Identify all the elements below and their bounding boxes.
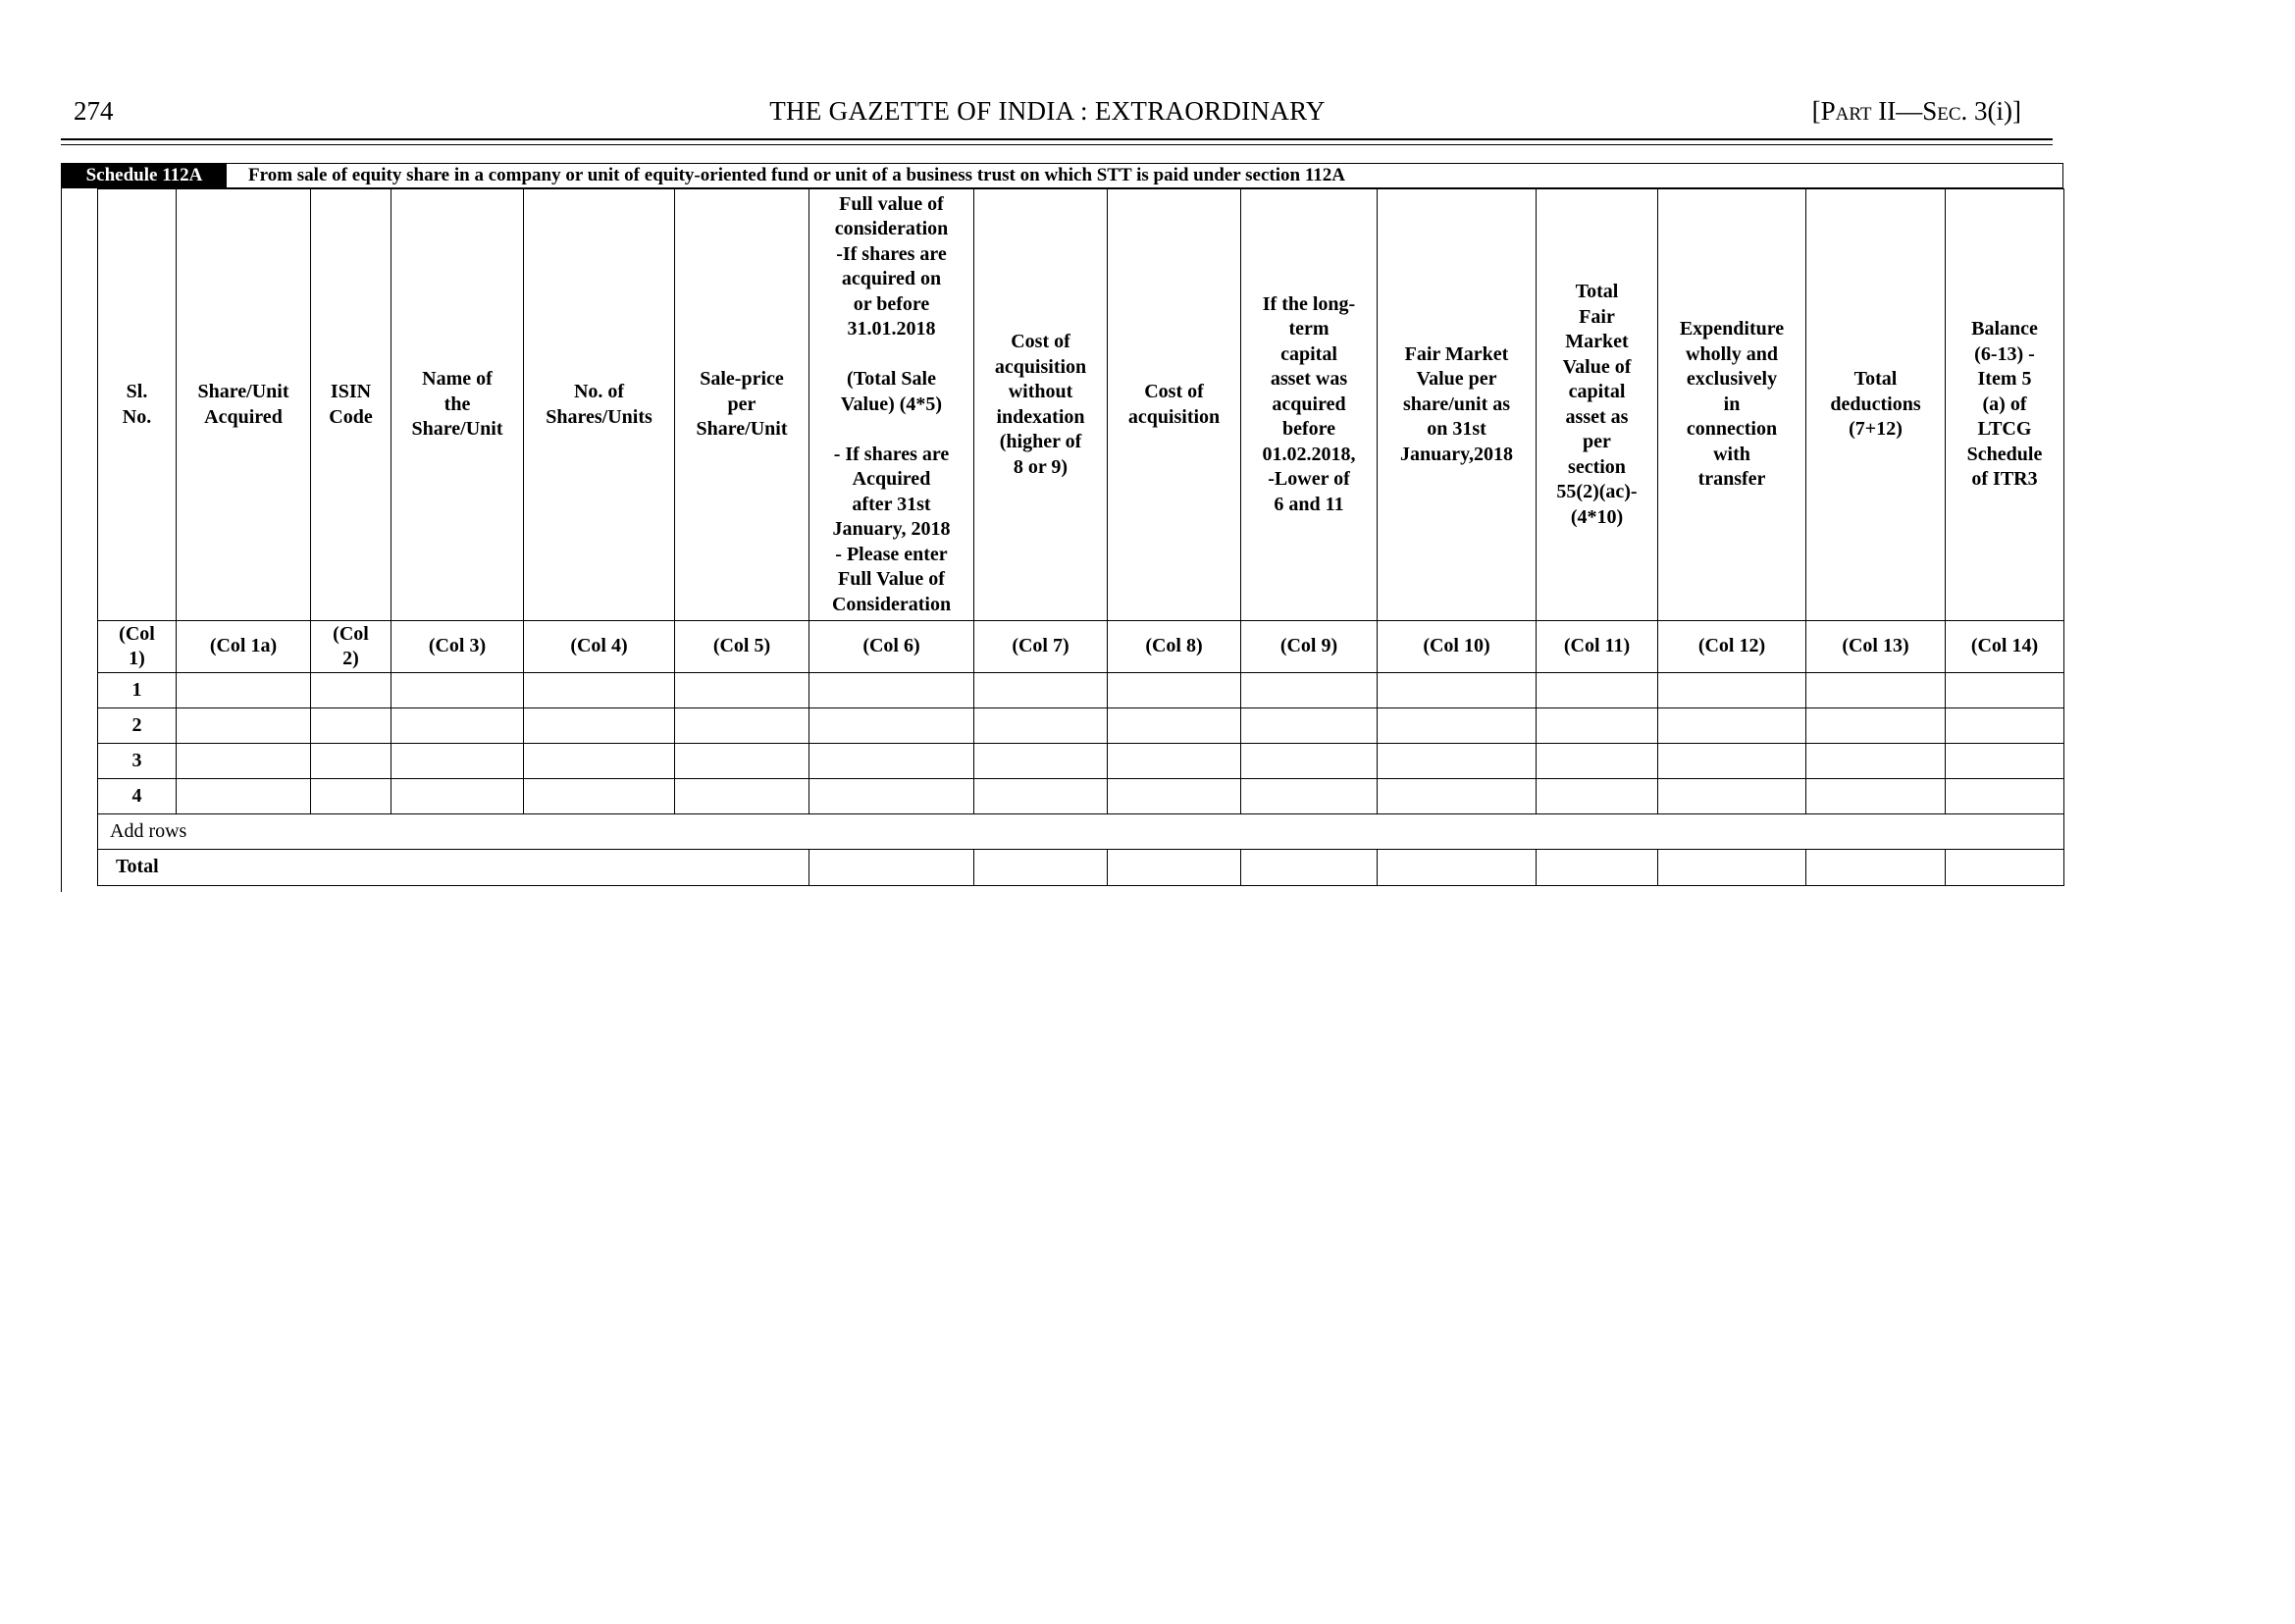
entry-cell[interactable]: [524, 779, 675, 814]
column-header: Total deductions (7+12): [1806, 189, 1946, 621]
entry-cell[interactable]: [391, 779, 524, 814]
column-code: (Col 13): [1806, 621, 1946, 673]
data-rows: [98, 673, 2064, 814]
sl-no-cell: 2: [98, 708, 177, 744]
entry-cell[interactable]: [1241, 708, 1378, 744]
column-code: (Col 12): [1658, 621, 1806, 673]
sl-no-cell: 3: [98, 744, 177, 779]
total-row: [98, 850, 2064, 886]
entry-cell[interactable]: [974, 779, 1108, 814]
part-suffix: 3(i)]: [1967, 96, 2021, 126]
total-cell[interactable]: [1658, 850, 1806, 886]
gazette-title: THE GAZETTE OF INDIA : EXTRAORDINARY: [769, 96, 1326, 126]
entry-cell[interactable]: [1108, 744, 1241, 779]
entry-cell[interactable]: [311, 779, 391, 814]
entry-cell[interactable]: [391, 708, 524, 744]
entry-cell[interactable]: [675, 744, 809, 779]
entry-cell[interactable]: [1658, 779, 1806, 814]
entry-cell[interactable]: [391, 673, 524, 708]
entry-cell[interactable]: [524, 673, 675, 708]
entry-cell[interactable]: [809, 708, 974, 744]
entry-cell[interactable]: [311, 744, 391, 779]
schedule-table: [97, 188, 2064, 886]
entry-cell[interactable]: [1806, 708, 1946, 744]
entry-cell[interactable]: [809, 744, 974, 779]
schedule-title-bar: [62, 163, 2063, 188]
total-label: Total: [98, 850, 809, 886]
column-header: Full value of consideration -If shares are acquired on or before 31.01.2018 (Total Sale Value) (4*5) - If shares are Acquired after 31st January, 2018 - Please enter Full Value of Consideration: [809, 189, 974, 621]
total-cell[interactable]: [1806, 850, 1946, 886]
total-cell[interactable]: [809, 850, 974, 886]
total-cell[interactable]: [974, 850, 1108, 886]
page-number: 274: [74, 96, 114, 126]
column-header: Sale-price per Share/Unit: [675, 189, 809, 621]
column-header: Expenditure wholly and exclusively in connection with transfer: [1658, 189, 1806, 621]
column-header: ISIN Code: [311, 189, 391, 621]
entry-cell[interactable]: [1108, 673, 1241, 708]
part-section: [1812, 96, 2021, 127]
column-code: (Col 7): [974, 621, 1108, 673]
entry-cell[interactable]: [809, 673, 974, 708]
part-prefix: Part II—Sec.: [1820, 96, 1968, 126]
entry-cell[interactable]: [1946, 779, 2064, 814]
sl-no-cell: 1: [98, 673, 177, 708]
table-row: [98, 744, 2064, 779]
column-code: (Col 8): [1108, 621, 1241, 673]
column-header: Balance (6-13) - Item 5 (a) of LTCG Schedule of ITR3: [1946, 189, 2064, 621]
entry-cell[interactable]: [675, 779, 809, 814]
entry-cell[interactable]: [675, 673, 809, 708]
sl-no-cell: 4: [98, 779, 177, 814]
schedule-description: From sale of equity share in a company or unit of equity-oriented fund or unit of a business trust on which STT is paid under section 112A: [248, 165, 1345, 185]
entry-cell[interactable]: [1537, 779, 1658, 814]
column-header: Share/Unit Acquired: [177, 189, 311, 621]
entry-cell[interactable]: [391, 744, 524, 779]
entry-cell[interactable]: [1378, 708, 1537, 744]
column-code: (Col 9): [1241, 621, 1378, 673]
table-row: [98, 673, 2064, 708]
column-code: (Col 14): [1946, 621, 2064, 673]
entry-cell[interactable]: [974, 673, 1108, 708]
entry-cell[interactable]: [1108, 779, 1241, 814]
entry-cell[interactable]: [177, 744, 311, 779]
header-rule-thick: [61, 138, 2053, 140]
entry-cell[interactable]: [974, 708, 1108, 744]
entry-cell[interactable]: [1806, 744, 1946, 779]
entry-cell[interactable]: [524, 744, 675, 779]
column-code: (Col 10): [1378, 621, 1537, 673]
page-header: [74, 96, 2021, 135]
entry-cell[interactable]: [1946, 708, 2064, 744]
schedule-badge: Schedule 112A: [62, 164, 227, 187]
entry-cell[interactable]: [1241, 673, 1378, 708]
add-rows-row: [98, 814, 2064, 850]
entry-cell[interactable]: [1658, 673, 1806, 708]
column-code: (Col 5): [675, 621, 809, 673]
column-header: Sl. No.: [98, 189, 177, 621]
total-cell[interactable]: [1241, 850, 1378, 886]
entry-cell[interactable]: [1946, 744, 2064, 779]
entry-cell[interactable]: [1658, 744, 1806, 779]
column-header: Name of the Share/Unit: [391, 189, 524, 621]
column-header: No. of Shares/Units: [524, 189, 675, 621]
column-code: (Col 6): [809, 621, 974, 673]
add-rows-link[interactable]: Add rows: [98, 814, 2064, 850]
column-header: Total Fair Market Value of capital asset as per section 55(2)(ac)- (4*10): [1537, 189, 1658, 621]
entry-cell[interactable]: [1378, 779, 1537, 814]
entry-cell[interactable]: [1946, 673, 2064, 708]
column-code: (Col 1a): [177, 621, 311, 673]
schedule-112a: [61, 163, 2063, 892]
column-header: Cost of acquisition without indexation (higher of 8 or 9): [974, 189, 1108, 621]
column-header-row: [98, 189, 2064, 621]
column-header: If the long- term capital asset was acquired before 01.02.2018, -Lower of 6 and 11: [1241, 189, 1378, 621]
total-cell[interactable]: [1946, 850, 2064, 886]
column-code-row: [98, 621, 2064, 673]
entry-cell[interactable]: [311, 673, 391, 708]
entry-cell[interactable]: [524, 708, 675, 744]
total-cell[interactable]: [1378, 850, 1537, 886]
entry-cell[interactable]: [675, 708, 809, 744]
entry-cell[interactable]: [1537, 744, 1658, 779]
column-header: Cost of acquisition: [1108, 189, 1241, 621]
column-code: (Col 2): [311, 621, 391, 673]
column-code: (Col 1): [98, 621, 177, 673]
total-cell[interactable]: [1537, 850, 1658, 886]
table-row: [98, 779, 2064, 814]
total-cell[interactable]: [1108, 850, 1241, 886]
entry-cell[interactable]: [1378, 744, 1537, 779]
entry-cell[interactable]: [177, 708, 311, 744]
entry-cell[interactable]: [1378, 673, 1537, 708]
entry-cell[interactable]: [809, 779, 974, 814]
entry-cell[interactable]: [1537, 708, 1658, 744]
entry-cell[interactable]: [311, 708, 391, 744]
entry-cell[interactable]: [974, 744, 1108, 779]
entry-cell[interactable]: [177, 673, 311, 708]
table-row: [98, 708, 2064, 744]
header-rule-thin: [61, 144, 2053, 145]
entry-cell[interactable]: [1537, 673, 1658, 708]
entry-cell[interactable]: [177, 779, 311, 814]
entry-cell[interactable]: [1658, 708, 1806, 744]
column-code: (Col 4): [524, 621, 675, 673]
entry-cell[interactable]: [1806, 779, 1946, 814]
entry-cell[interactable]: [1806, 673, 1946, 708]
column-code: (Col 3): [391, 621, 524, 673]
entry-cell[interactable]: [1108, 708, 1241, 744]
entry-cell[interactable]: [1241, 779, 1378, 814]
column-header: Fair Market Value per share/unit as on 31st January,2018: [1378, 189, 1537, 621]
entry-cell[interactable]: [1241, 744, 1378, 779]
part-bracket-open: [: [1811, 96, 1821, 126]
column-code: (Col 11): [1537, 621, 1658, 673]
